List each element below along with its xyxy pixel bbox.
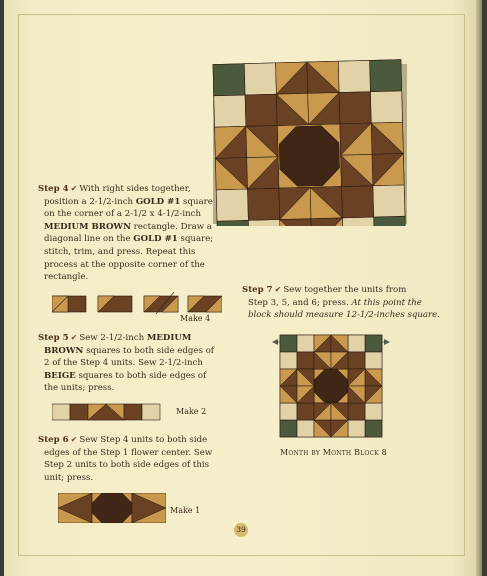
step-5-line-1: Sew 2-1/2-inch [79,333,147,343]
step-7-text [242,284,467,322]
beige-square [338,60,370,92]
step-4-make-label: Make 4 [180,314,211,323]
beige-square [216,189,248,221]
book-page [4,0,482,576]
step-4-line-3: on the corner of a 2-1/2 x 4-1/2-inch [44,209,201,220]
checkmark-icon: ✔ [70,333,78,342]
corner-square [365,420,382,437]
step-4-line-5c: square; [177,234,214,245]
arrow-right-icon [384,339,390,345]
corner-square [213,64,245,96]
brown-square [70,404,88,420]
brown-square [342,186,374,218]
center-octagon [92,493,132,523]
corner-square [374,216,406,226]
beige-square [52,404,70,420]
step-7-line-1: Sew together the units from [283,285,407,295]
step-5-diagram [52,403,172,421]
beige-square [373,185,405,217]
step-6-line-1: Sew Step 4 units to both side [79,435,208,445]
beige-square [365,403,382,420]
beige-square [214,95,246,127]
beige-square [244,63,276,95]
step-4-line-4: rectangle. Draw a [130,221,212,232]
corner-square [280,335,297,352]
corner-square [370,60,402,92]
beige-square [280,403,297,420]
step-7-line-3: block should measure 12-1/2-inches square. [248,310,440,321]
block-caption: Month by Month Block 8 [280,448,387,457]
beige-square [297,335,314,352]
brown-square [248,188,280,220]
step-4-line-2a: position a 2-1/2-inch [44,196,136,207]
step-5-make-label: Make 2 [176,407,207,416]
arrow-left-icon [272,339,278,345]
brown-square [245,94,277,126]
step-6-label: Step 6 [38,435,69,445]
step-6-line-3: Step 2 units to both side edges of this [44,460,210,471]
step-5-line-5: the units; press. [44,383,115,394]
step-4-diagram [52,292,222,314]
quilt-block-photo [209,58,411,226]
step-5-beige-term: BEIGE [44,370,76,381]
step-7-line-2a: Step 3, 5, and 6; press. [248,297,352,308]
checkmark-icon: ✔ [70,435,78,444]
step-4-brown-term: MEDIUM BROWN [44,221,131,232]
beige-square [280,352,297,369]
corner-square [280,420,297,437]
step-5-label: Step 5 [38,333,69,343]
step-4-gold-term: GOLD #1 [135,196,181,207]
step-4-gold-term-2: GOLD #1 [133,234,178,245]
step-4-label: Step 4 [38,184,69,194]
step-5-line-4: squares to both side edges of [75,370,207,381]
page-edge-shadow [476,0,482,576]
brown-square [348,352,365,369]
step-4-line-2c: square [180,196,213,207]
beige-square [142,404,160,420]
beige-square [342,217,374,226]
center-octagon [315,370,347,402]
brown-square [124,404,142,420]
step-5-line-3: 2 of the Step 4 units. Sew 2-1/2-inch [44,358,203,369]
step-7-label: Step 7 [242,285,273,295]
step-5-line-2: squares to both side edges of [83,345,214,356]
beige-square [348,335,365,352]
step-4-line-7: process at the opposite corner of the [44,259,205,270]
step-5-brown-term: BROWN [44,345,84,356]
step-7-line-2b: At this point the [351,297,422,308]
brown-square [348,403,365,420]
corner-square [365,335,382,352]
step-7-block-diagram [272,332,390,442]
step-4-line-8: rectangle. [44,272,89,283]
page-number: 39 [234,523,248,537]
step-4-line-1: With right sides together, [79,184,191,194]
step-6-line-4: unit; press. [44,472,94,483]
step-6-make-label: Make 1 [170,506,201,515]
brown-square [297,403,314,420]
beige-square [370,91,402,123]
step-5-medium-term: MEDIUM [146,333,192,343]
checkmark-icon: ✔ [70,184,78,193]
step-6-diagram [58,493,166,523]
brown-square [339,92,371,124]
step-6-text [38,434,218,484]
step-6-line-2: edges of the Step 1 flower center. Sew [44,447,213,458]
brown-square [297,352,314,369]
beige-square [297,420,314,437]
step-4-line-5a: diagonal line on the [44,234,134,245]
step-5-text [38,332,218,395]
checkmark-icon: ✔ [274,285,282,294]
beige-square [365,352,382,369]
photo-group [213,60,406,226]
step-4-line-6: stitch, trim, and press. Repeat this [44,246,196,257]
beige-square [348,420,365,437]
step-4-text [38,183,218,284]
